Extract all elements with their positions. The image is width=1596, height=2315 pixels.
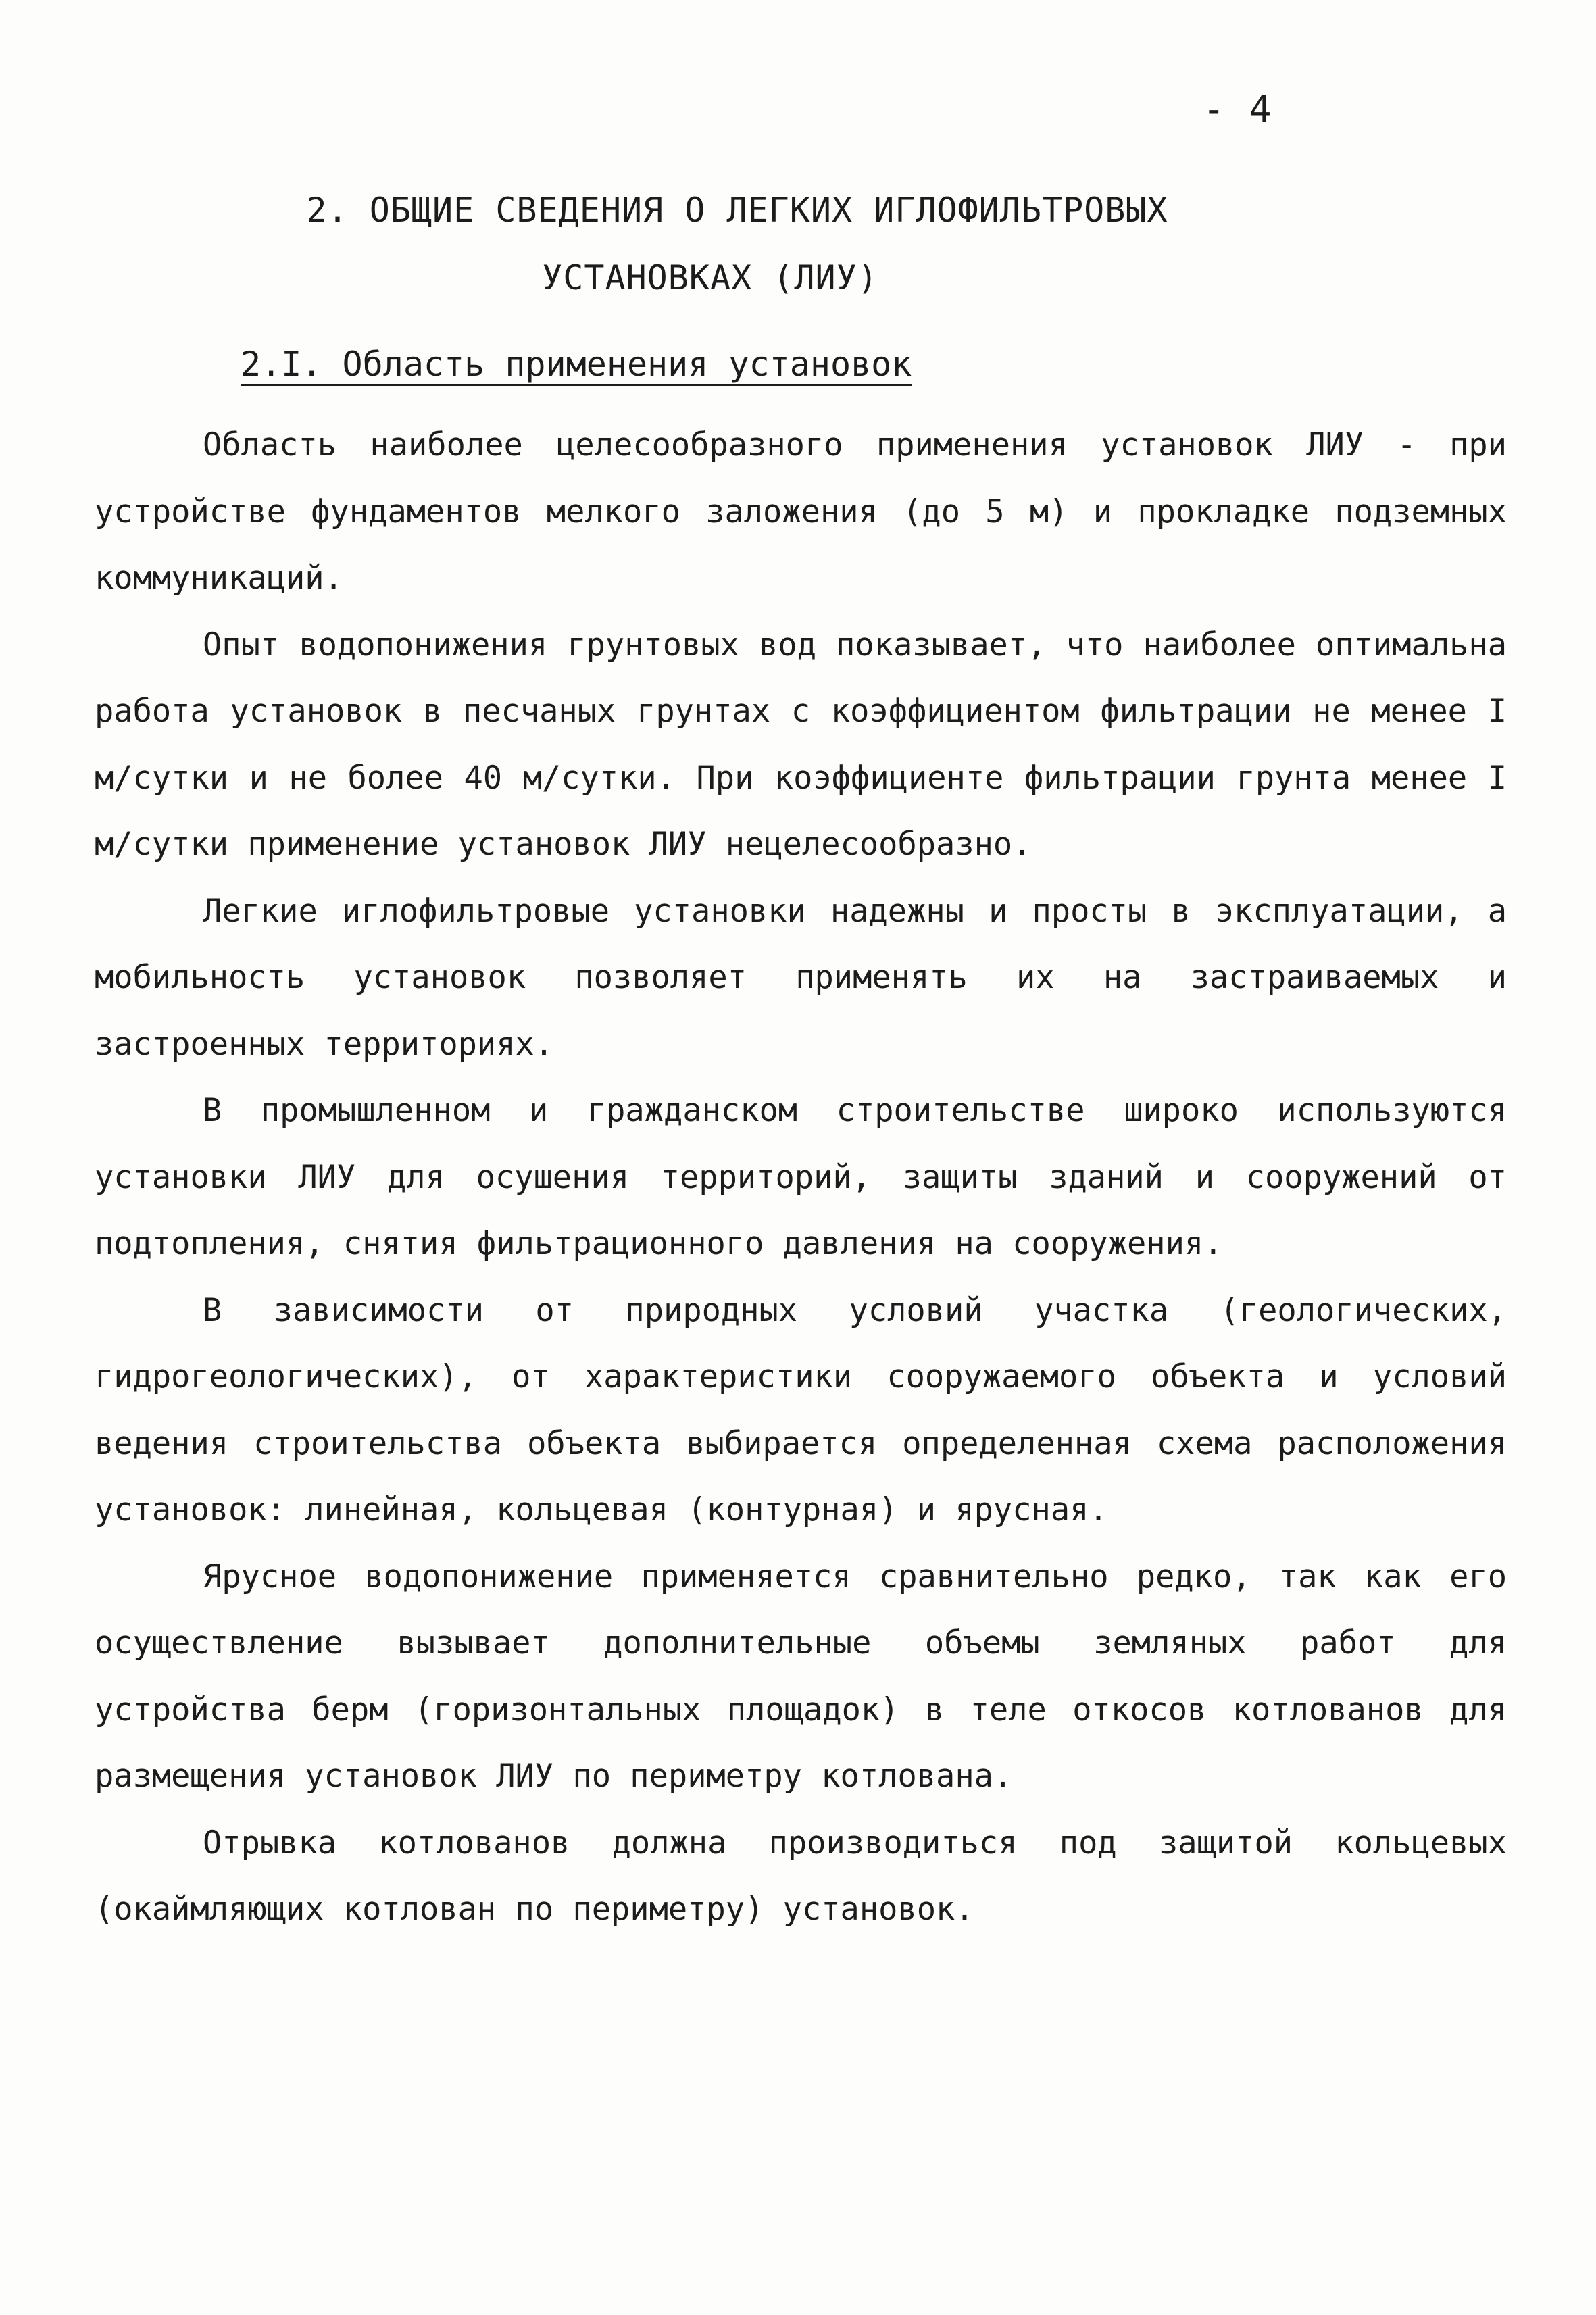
- section-title-line-2: УСТАНОВКАХ (ЛИУ): [542, 258, 878, 297]
- paragraph: Легкие иглофильтровые установки надежны и просты в эксплуатации, а мобильность установок позволяет применять их на застраиваемых и застроенных территориях.: [95, 892, 1507, 1063]
- paragraph: Опыт водопонижения грунтовых вод показывает, что наиболее оптимальна работа установок в песчаных грунтах с коэффициентом фильтрации не менее I м/сутки и не более 40 м/сутки. При коэффициенте фильтрации грунта менее I м/сутки применение установок ЛИУ нецелесообразно.: [95, 626, 1507, 863]
- paragraph: Ярусное водопонижение применяется сравнительно редко, так как его осуществление вызывает дополнительные объемы земляных работ для устройства берм (горизонтальных площадок) в теле откосов котлованов для размещения установок ЛИУ по периметру котлована.: [95, 1558, 1507, 1795]
- body-text: [95, 412, 1507, 1943]
- subsection-title: 2.I. Область применения установок: [241, 345, 912, 384]
- page-number: - 4: [1203, 88, 1273, 130]
- paragraph: Область наиболее целесообразного применения установок ЛИУ - при устройстве фундаментов мелкого заложения (до 5 м) и прокладке подземных коммуникаций.: [95, 426, 1507, 597]
- paragraph: Отрывка котлованов должна производиться под защитой кольцевых (окаймляющих котлован по периметру) установок.: [95, 1824, 1507, 1928]
- paragraph: В зависимости от природных условий участка (геологических, гидрогеологических), от характеристики сооружаемого объекта и условий ведения строительства объекта выбирается определенная схема расположения установок: линейная, кольцевая (контурная) и ярусная.: [95, 1291, 1507, 1528]
- section-title-line-1: 2. ОБЩИЕ СВЕДЕНИЯ О ЛЕГКИХ ИГЛОФИЛЬТРОВЫХ: [306, 191, 1168, 230]
- paragraph: В промышленном и гражданском строительстве широко используются установки ЛИУ для осушения территорий, защиты зданий и сооружений от подтопления, снятия фильтрационного давления на сооружения.: [95, 1092, 1507, 1262]
